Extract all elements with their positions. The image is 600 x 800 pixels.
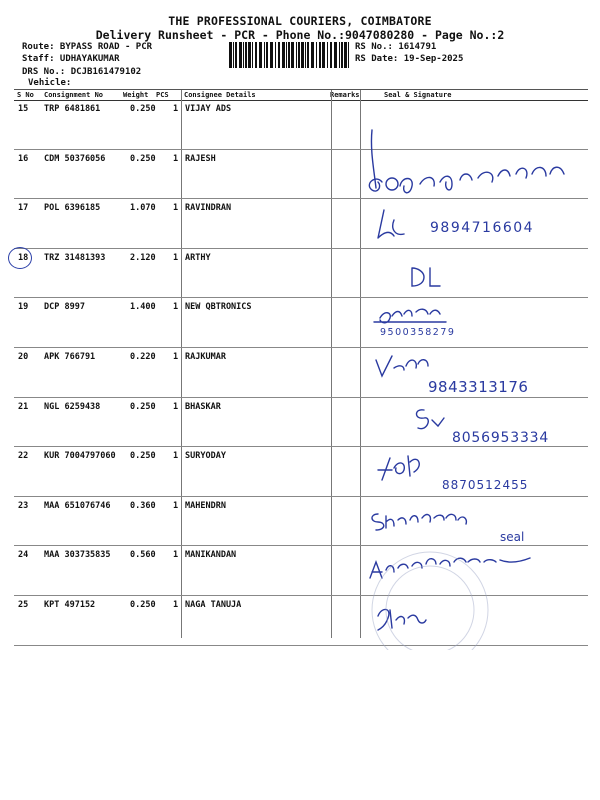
row-consignment: APK 766791	[44, 352, 96, 362]
barcode-bar	[327, 42, 328, 68]
barcode-bar	[288, 42, 290, 68]
handwritten-phone-21: 8056953334	[452, 430, 550, 446]
row-pcs: 1	[173, 550, 179, 561]
row-consignment: TRZ 31481393	[44, 252, 106, 263]
handwritten-phone-17: 9894716604	[430, 220, 535, 236]
row-weight: 0.250	[130, 104, 156, 114]
barcode-bar	[298, 42, 300, 68]
barcode-bar	[341, 42, 343, 68]
row-consignment: DCP 8997	[44, 302, 85, 313]
col-sno: S No	[17, 91, 34, 99]
barcode-bar	[286, 42, 287, 68]
row-weight: 2.120	[130, 252, 156, 263]
col-divider	[181, 90, 182, 638]
row-pcs: 1	[173, 600, 179, 610]
row-pcs: 1	[173, 252, 179, 263]
row-consignee: MANIKANDAN	[185, 550, 237, 561]
row-weight: 0.250	[130, 401, 156, 412]
vehicle-label: Vehicle:	[28, 78, 72, 88]
signature-25	[378, 609, 426, 630]
handwritten-signatures	[360, 90, 590, 650]
row-consignment: NGL 6259438	[44, 401, 101, 412]
barcode-bar	[319, 42, 321, 68]
barcode-bar	[344, 42, 347, 68]
row-sno: 20	[18, 352, 29, 362]
row-sno: 24	[18, 550, 29, 561]
handwritten-phone-19: 9500358279	[380, 327, 456, 338]
row-consignee: SURYODAY	[185, 451, 226, 462]
row-pcs: 1	[173, 153, 179, 164]
barcode-bar	[322, 42, 325, 68]
row-weight: 1.400	[130, 302, 156, 313]
barcode-bar	[229, 42, 232, 68]
row-consignment: KUR 7004797060	[44, 451, 116, 462]
barcode-bar	[334, 42, 337, 68]
row-sno: 17	[18, 203, 29, 214]
row-sno: 18	[18, 252, 29, 263]
barcode-bar	[243, 42, 244, 68]
row-consignee: RAJESH	[185, 153, 216, 164]
row-consignment: CDM 50376056	[44, 153, 106, 164]
signature-23	[372, 514, 466, 530]
col-consignment: Consignment No	[44, 91, 104, 99]
row-weight: 0.360	[130, 500, 156, 511]
row-weight: 1.070	[130, 203, 156, 214]
barcode-image	[229, 42, 351, 68]
signature-22	[378, 456, 419, 480]
barcode-bar	[248, 42, 251, 68]
row-consignee: NEW QBTRONICS	[185, 302, 252, 313]
barcode-bar	[239, 42, 242, 68]
row-sno: 22	[18, 451, 29, 462]
row-consignment: MAA 303735835	[44, 550, 111, 561]
barcode-bar	[296, 42, 297, 68]
row-consignee: BHASKAR	[185, 401, 221, 412]
row-consignment: MAA 651076746	[44, 500, 111, 511]
staff-label: Staff: UDHAYAKUMAR	[22, 54, 120, 64]
row-pcs: 1	[173, 302, 179, 313]
row-pcs: 1	[173, 104, 179, 114]
route-label: Route: BYPASS ROAD - PCR	[22, 42, 153, 52]
signature-16-mark	[386, 178, 398, 190]
row-sno: 25	[18, 600, 29, 610]
barcode-bar	[275, 42, 276, 68]
barcode-bar	[255, 42, 257, 68]
row-weight: 0.220	[130, 352, 156, 362]
col-pcs: PCS	[156, 91, 169, 99]
barcode-bar	[305, 42, 306, 68]
barcode-bar	[259, 42, 262, 68]
barcode-bar	[235, 42, 237, 68]
row-consignment: TRP 6481861	[44, 104, 101, 114]
row-sno: 16	[18, 153, 29, 164]
row-consignee: NAGA TANUJA	[185, 600, 242, 610]
handwritten-phone-22: 8870512455	[442, 478, 529, 492]
barcode-bar	[311, 42, 314, 68]
col-weight: Weight	[123, 91, 149, 99]
barcode-bar	[316, 42, 317, 68]
signature-17	[378, 210, 404, 238]
row-18-circle-mark	[8, 247, 32, 269]
col-remarks: Remarks	[330, 91, 360, 99]
drs-number: DRS No.: DCJB161479102	[22, 67, 142, 77]
row-consignment: POL 6396185	[44, 203, 101, 214]
barcode-bar	[301, 42, 304, 68]
row-weight: 0.250	[130, 600, 156, 610]
row-consignee: VIJAY ADS	[185, 104, 232, 114]
col-consignee: Consignee Details	[184, 91, 256, 99]
col-seal: Seal & Signature	[384, 91, 452, 99]
row-weight: 0.560	[130, 550, 156, 561]
signature-18	[412, 268, 440, 286]
signature-16	[369, 167, 564, 193]
runsheet-title: Delivery Runsheet - PCR - Phone No.:9047080280 - Page No.:2	[95, 28, 505, 42]
row-pcs: 1	[173, 401, 179, 412]
row-sno: 23	[18, 500, 29, 511]
row-pcs: 1	[173, 352, 179, 362]
row-consignment: KPT 497152	[44, 600, 96, 610]
company-title: THE PROFESSIONAL COURIERS, COIMBATORE	[168, 14, 432, 28]
barcode-bar	[348, 42, 349, 68]
row-pcs: 1	[173, 500, 179, 511]
handwritten-note-23: seal	[500, 530, 525, 544]
row-weight: 0.250	[130, 451, 156, 462]
barcode-bar	[291, 42, 294, 68]
rs-number: RS No.: 1614791	[355, 42, 437, 52]
barcode-bar	[278, 42, 280, 68]
row-pcs: 1	[173, 451, 179, 462]
row-sno: 15	[18, 104, 29, 114]
handwritten-phone-20: 9843313176	[428, 378, 529, 396]
barcode-bar	[307, 42, 309, 68]
barcode-bar	[233, 42, 234, 68]
row-consignee: RAJKUMAR	[185, 352, 226, 362]
signature-21	[417, 410, 445, 429]
row-consignee: ARTHY	[185, 252, 211, 263]
rs-date: RS Date: 19-Sep-2025	[355, 54, 464, 64]
barcode-bar	[339, 42, 340, 68]
barcode-bar	[266, 42, 268, 68]
row-weight: 0.250	[130, 153, 156, 164]
col-divider	[331, 90, 332, 638]
signature-19	[374, 309, 446, 323]
signature-20	[376, 356, 428, 376]
row-consignee: RAVINDRAN	[185, 203, 232, 214]
row-pcs: 1	[173, 203, 179, 214]
barcode-bar	[282, 42, 285, 68]
row-consignee: MAHENDRN	[185, 500, 226, 511]
row-sno: 19	[18, 302, 29, 313]
office-stamp	[372, 552, 488, 650]
barcode-bar	[270, 42, 273, 68]
row-sno: 21	[18, 401, 29, 412]
signature-24	[370, 558, 530, 578]
barcode-bar	[264, 42, 265, 68]
barcode-bar	[245, 42, 247, 68]
barcode-bar	[330, 42, 332, 68]
barcode-bar	[252, 42, 253, 68]
